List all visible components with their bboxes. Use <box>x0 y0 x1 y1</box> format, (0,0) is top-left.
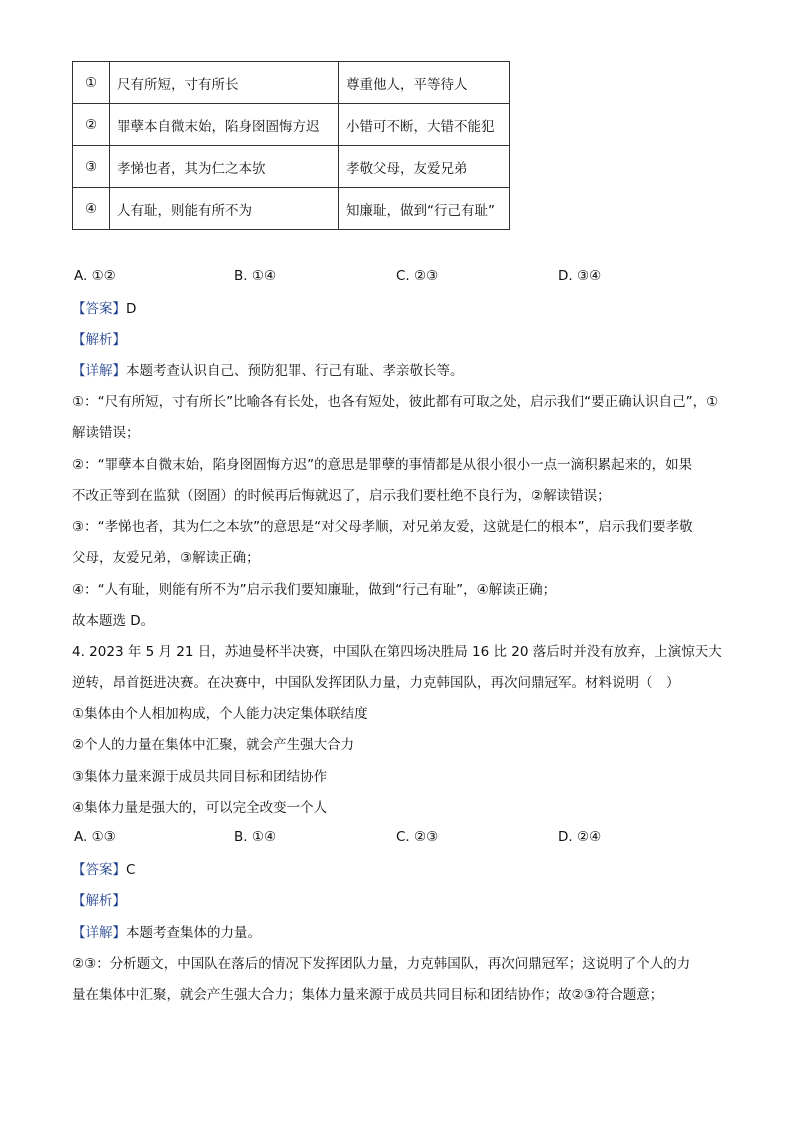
saying-cell: 孝悌也者，其为仁之本欤 <box>110 146 339 188</box>
choice-b: B. ①④ <box>234 268 277 284</box>
q4-option: ②个人的力量在集体中汇聚，就会产生强大合力 <box>72 737 355 753</box>
saying-cell: 尺有所短，寸有所长 <box>110 62 339 104</box>
table-row <box>73 188 510 230</box>
detail-text: 本题考查集体的力量。 <box>126 925 261 941</box>
choice-d: D. ③④ <box>558 268 602 284</box>
detail-text: 本题考查认识自己、预防犯罪、行己有耻、孝亲敬长等。 <box>126 363 464 379</box>
q3-line: ②：“罪孽本自微末始，陷身囹圄悔方迟”的意思是罪孽的事情都是从很小很小一点一滴积累起来的，如果 <box>72 457 693 473</box>
options-table <box>72 61 510 230</box>
saying-cell: 人有耻，则能有所不为 <box>110 188 339 230</box>
q3-choices <box>74 268 774 288</box>
answer-tag: 【答案】 <box>72 301 126 317</box>
q4-stem: 逆转，昂首挺进决赛。在决赛中，中国队发挥团队力量，力克韩国队，再次问鼎冠军。材料说明（ ） <box>72 675 680 691</box>
saying-cell: 罪孽本自微末始，陷身囹圄悔方迟 <box>110 104 339 146</box>
row-number: ④ <box>73 188 110 230</box>
q4-line: 量在集体中汇聚，就会产生强大合力；集体力量来源于成员共同目标和团结协作；故②③符合题意； <box>72 987 664 1003</box>
q3-line: ④：“人有耻，则能有所不为”启示我们要知廉耻，做到“行己有耻”，④解读正确； <box>72 582 557 598</box>
detail-tag: 【详解】 <box>72 363 126 379</box>
q3-analysis-tag: 【解析】 <box>72 332 126 348</box>
q4-answer <box>72 860 772 880</box>
meaning-cell: 小错可不断，大错不能犯 <box>339 104 510 146</box>
choice-a: A. ①③ <box>74 829 116 845</box>
q3-line: ①：“尺有所短，寸有所长”比喻各有长处，也各有短处，彼此都有可取之处，启示我们“要正确认识自己”，① <box>72 394 719 410</box>
table-row <box>73 104 510 146</box>
answer-tag: 【答案】 <box>72 862 126 878</box>
q4-option: ③集体力量来源于成员共同目标和团结协作 <box>72 769 328 785</box>
q3-line: 解读错误； <box>72 425 140 441</box>
row-number: ③ <box>73 146 110 188</box>
q4-option: ①集体由个人相加构成，个人能力决定集体联结度 <box>72 706 368 722</box>
choice-d: D. ②④ <box>558 829 602 845</box>
choice-c: C. ②③ <box>396 829 439 845</box>
q4-detail <box>72 923 772 943</box>
q3-detail <box>72 361 772 381</box>
row-number: ② <box>73 104 110 146</box>
meaning-cell: 孝敬父母，友爱兄弟 <box>339 146 510 188</box>
choice-a: A. ①② <box>74 268 116 284</box>
q4-choices <box>74 829 774 849</box>
answer-value: C <box>126 862 136 878</box>
q4-analysis-tag: 【解析】 <box>72 893 126 909</box>
choice-c: C. ②③ <box>396 268 439 284</box>
table-row <box>73 62 510 104</box>
row-number: ① <box>73 62 110 104</box>
meaning-cell: 尊重他人，平等待人 <box>339 62 510 104</box>
q3-answer <box>72 299 772 319</box>
q3-line: 父母，友爱兄弟，③解读正确； <box>72 550 260 566</box>
table-row <box>73 146 510 188</box>
choice-b: B. ①④ <box>234 829 277 845</box>
q4-stem: 4. 2023 年 5 月 21 日，苏迪曼杯半决赛，中国队在第四场决胜局 16 比 20 落后时并没有放弃，上演惊天大 <box>72 644 722 660</box>
q3-line: ③：“孝悌也者，其为仁之本欤”的意思是“对父母孝顺，对兄弟友爱，这就是仁的根本”，启示我们要孝敬 <box>72 519 693 535</box>
meaning-cell: 知廉耻，做到“行己有耻” <box>339 188 510 230</box>
q4-line: ②③：分析题文，中国队在落后的情况下发挥团队力量，力克韩国队，再次问鼎冠军；这说明了个人的力 <box>72 956 691 972</box>
q4-option: ④集体力量是强大的，可以完全改变一个人 <box>72 800 328 816</box>
q3-line: 不改正等到在监狱（囹圄）的时候再后悔就迟了，启示我们要杜绝不良行为，②解读错误； <box>72 488 611 504</box>
answer-value: D <box>126 301 137 317</box>
q3-line: 故本题选 D。 <box>72 613 155 629</box>
detail-tag: 【详解】 <box>72 925 126 941</box>
